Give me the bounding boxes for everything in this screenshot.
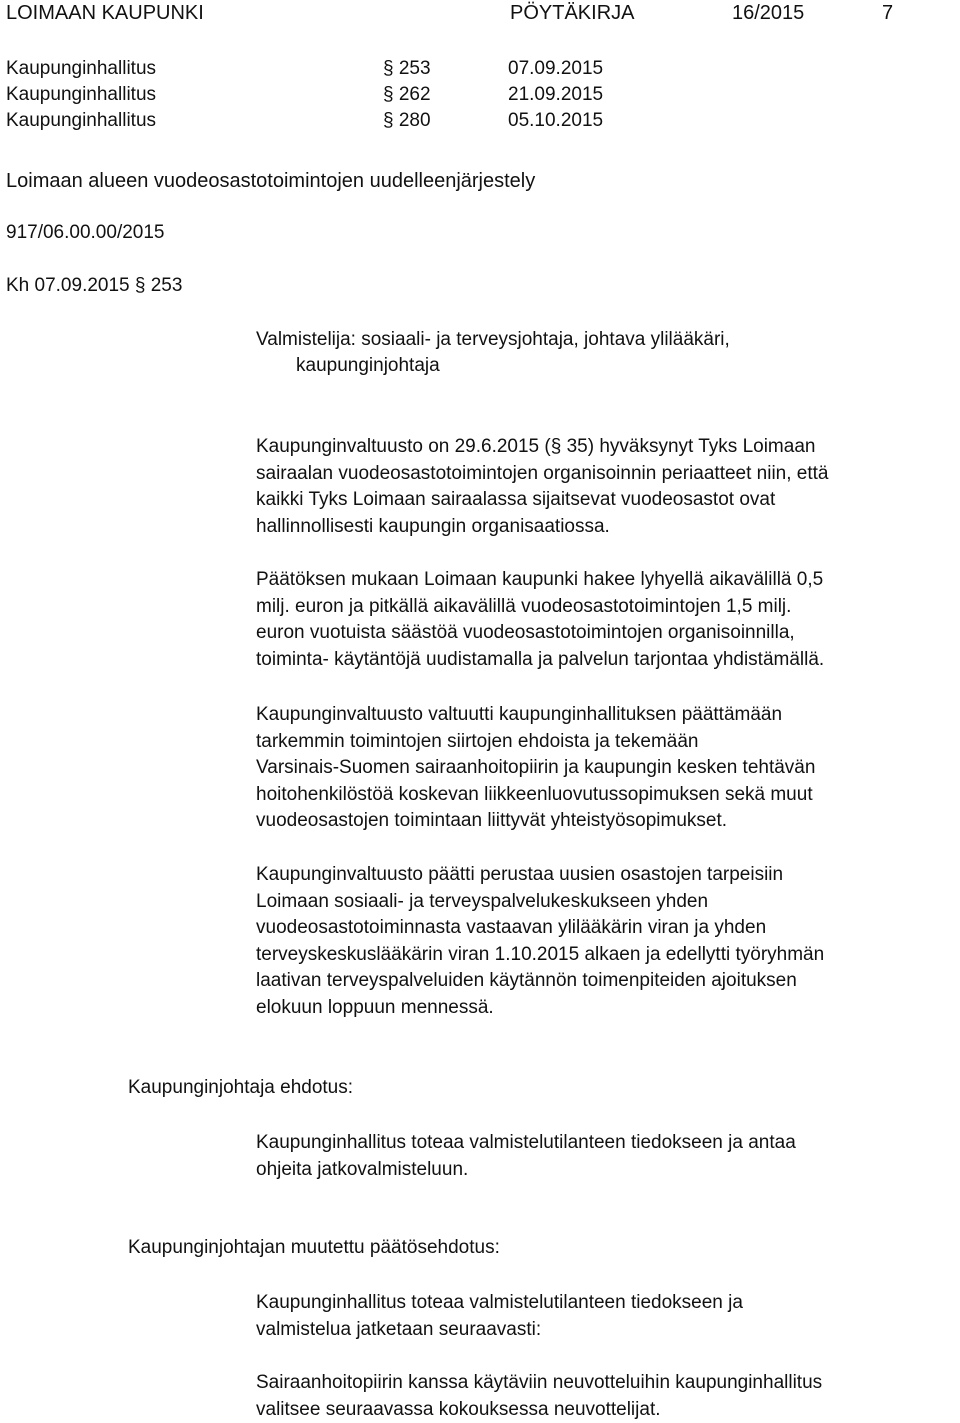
meeting-date: 07.09.2015 [508,58,604,79]
meeting-body: Kaupunginhallitus [6,58,157,79]
meeting-reference [0,58,960,84]
meeting-section: § 280 [383,110,431,131]
body-paragraph [256,567,956,673]
paragraph-line: Kaupunginhallitus toteaa valmistelutilanteen tiedokseen ja antaa [256,1132,796,1153]
paragraph-line: vuodeosastotoiminnasta vastaavan ylilääkärin viran ja yhden [256,917,767,939]
paragraph-line: ohjeita jatkovalmisteluun. [256,1158,469,1180]
paragraph-line: Kaupunginvaltuusto on 29.6.2015 (§ 35) hyväksynyt Tyks Loimaan [256,436,816,457]
paragraph-line: Päätöksen mukaan Loimaan kaupunki hakee lyhyellä aikavälillä 0,5 [256,569,824,590]
body-paragraph [256,702,956,835]
paragraph-line: hoitohenkilöstöä koskevan liikkeenluovutussopimuksen sekä muut [256,783,813,805]
paragraph-line: kaikki Tyks Loimaan sairaalassa sijaitsevat vuodeosastot ovat [256,489,776,511]
meeting-reference [0,110,960,136]
page-number: 7 [882,2,894,24]
paragraph-line: Sairaanhoitopiirin kanssa käytäviin neuvotteluihin kaupunginhallitus [256,1372,823,1393]
paragraph-line: vuodeosastojen toimintaan liittyvät yhteistyösopimukset. [256,810,728,832]
body-paragraph [256,862,956,1022]
record-number: 917/06.00.00/2015 [6,222,165,243]
paragraph-line: toiminta- käytäntöjä uudistamalla ja palvelun tarjontaa yhdistämällä. [256,648,825,670]
paragraph-line: laativan terveyspalveluiden käytännön toimenpiteiden ajoituksen [256,970,797,992]
proposal-label: Kaupunginjohtaja ehdotus: [128,1077,354,1098]
paragraph-line: Loimaan sosiaali- ja terveyspalvelukeskukseen yhden [256,890,709,912]
paragraph-line: Kaupunginvaltuusto valtuutti kaupunginhallituksen päättämään [256,704,783,725]
amended-proposal-text [256,1370,956,1423]
proposal-text [256,1130,956,1183]
amended-proposal-label: Kaupunginjohtajan muutettu päätösehdotus: [128,1237,500,1258]
paragraph-line: sairaalan vuodeosastotoimintojen organisoinnin periaatteet niin, että [256,462,829,484]
municipality-name: LOIMAAN KAUPUNKI [6,2,204,24]
preparer-line: Valmistelija: sosiaali- ja terveysjohtaja, johtava ylilääkäri, [256,329,730,350]
paragraph-line: Kaupunginhallitus toteaa valmistelutilanteen tiedokseen ja [256,1292,743,1313]
meeting-section: § 253 [383,58,431,79]
body-paragraph [256,434,956,540]
session-reference: Kh 07.09.2015 § 253 [6,275,183,296]
document-type: PÖYTÄKIRJA [510,2,635,24]
paragraph-line: milj. euron ja pitkällä aikavälillä vuodeosastotoimintojen 1,5 milj. [256,595,792,617]
paragraph-line: valitsee seuraavassa kokouksessa neuvottelijat. [256,1398,661,1420]
meeting-date: 21.09.2015 [508,84,604,105]
paragraph-line: valmistelua jatketaan seuraavasti: [256,1318,542,1340]
amended-proposal-text [256,1290,956,1343]
paragraph-line: terveyskeskuslääkärin viran 1.10.2015 alkaen ja edellytti työryhmän [256,943,825,965]
paragraph-line: hallinnollisesti kaupungin organisaatiossa. [256,515,610,537]
meeting-body: Kaupunginhallitus [6,84,157,105]
meeting-reference [0,84,960,110]
meeting-date: 05.10.2015 [508,110,604,131]
paragraph-line: Varsinais-Suomen sairaanhoitopiirin ja kaupungin kesken tehtävän [256,757,816,779]
agenda-title: Loimaan alueen vuodeosastotoimintojen uudelleenjärjestely [6,170,536,192]
paragraph-line: elokuun loppuun mennessä. [256,996,494,1018]
meeting-section: § 262 [383,84,431,105]
paragraph-line: tarkemmin toimintojen siirtojen ehdoista ja tekemään [256,730,699,752]
paragraph-line: Kaupunginvaltuusto päätti perustaa uusien osastojen tarpeisiin [256,864,784,885]
document-number: 16/2015 [732,2,805,24]
preparer-line: kaupunginjohtaja [296,355,440,376]
paragraph-line: euron vuotuista säästöä vuodeosastotoimintojen organisoinnilla, [256,622,795,644]
meeting-body: Kaupunginhallitus [6,110,157,131]
